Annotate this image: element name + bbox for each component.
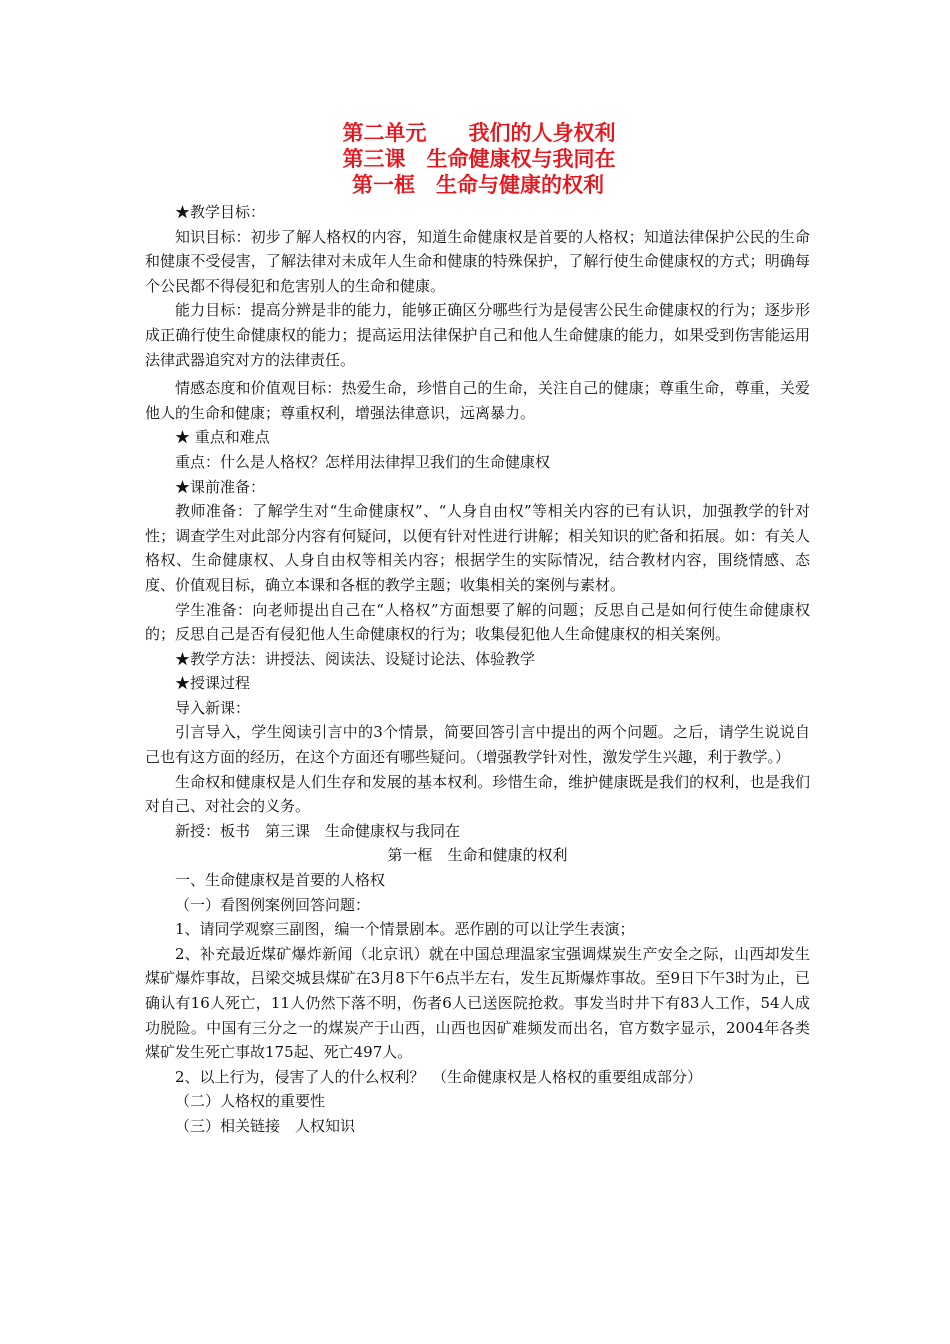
section-heading-preparation: ★课前准备： xyxy=(175,477,266,496)
paragraph-student-preparation: 学生准备：向老师提出自己在“人格权”方面想要了解的问题；反思自己是如何行使生命健康权的；反思自己是否有侵犯他人生命健康权的行为；收集侵犯他人生命健康权的相关案例。 xyxy=(145,600,810,644)
paragraph-basic-rights: 生命权和健康权是人们生存和发展的基本权利。珍惜生命，维护健康既是我们的权利，也是我们对自己、对社会的义务。 xyxy=(145,772,810,816)
section-heading-methods: ★教学方法：讲授法、阅读法、设疑讨论法、体验教学 xyxy=(175,649,536,668)
paragraph-item-1: 1、请同学观察三副图，编一个情景剧本。恶作剧的可以让学生表演； xyxy=(175,920,635,939)
heading-subsection-three: （三）相关链接 人权知识 xyxy=(175,1116,356,1135)
paragraph-question: 2、以上行为，侵害了人的什么权利？ （生命健康权是人格权的重要组成部分） xyxy=(175,1067,703,1086)
heading-section-one: 一、生命健康权是首要的人格权 xyxy=(175,871,386,890)
lesson-plan-body xyxy=(145,200,810,1139)
section-heading-objectives: ★教学目标： xyxy=(175,203,266,221)
heading-subsection-two: （二）人格权的重要性 xyxy=(175,1092,326,1111)
paragraph-attitude-objective: 情感态度和价值观目标：热爱生命，珍惜自己的生命，关注自己的健康；尊重生命，尊重，关爱他人的生命和健康；尊重权利，增强法律意识，远离暴力。 xyxy=(145,379,810,422)
heading-subsection-one: （一）看图例案例回答问题： xyxy=(175,895,371,914)
paragraph-new-lesson: 新授：板书 第三课 生命健康权与我同在 xyxy=(175,821,461,840)
paragraph-teacher-preparation: 教师准备：了解学生对“生命健康权”、“人身自由权”等相关内容的已有认识，加强教学的针对性；调查学生对此部分内容有何疑问，以便有针对性进行讲解；相关知识的贮备和拓展。如：有关人格权、生命健康权、人身自由权等相关内容；根据学生的实际情况，结合教材内容，围绕情感、态度、价值观目标，确立本课和各框的教学主题；收集相关的案例与素材。 xyxy=(145,502,810,594)
section-heading-process: ★授课过程 xyxy=(175,674,251,693)
paragraph-introduction: 引言导入，学生阅读引言中的3个情景，简要回答引言中提出的两个问题。之后，请学生说说自己也有这方面的经历，在这个方面还有哪些疑问。（增强教学针对性，激发学生兴趣，利于教学。） xyxy=(145,723,810,767)
paragraph-introduction-label: 导入新课： xyxy=(175,698,251,717)
unit-title: 第二单元 我们的人身权利 xyxy=(342,121,616,145)
lesson-title: 第三课 生命健康权与我同在 xyxy=(342,147,616,171)
paragraph-ability-objective: 能力目标：提高分辨是非的能力，能够正确区分哪些行为是侵害公民生命健康权的行为；逐步形成正确行使生命健康权的能力；提高运用法律保护自己和他人生命健康的能力，如果受到伤害能运用法律武器追究对方的法律责任。 xyxy=(145,301,810,369)
paragraph-knowledge-objective: 知识目标：初步了解人格权的内容，知道生命健康权是首要的人格权；知道法律保护公民的生命和健康不受侵害，了解法律对未成年人生命和健康的特殊保护，了解行使生命健康权的方式；明确每个公民都不得侵犯和危害别人的生命和健康。 xyxy=(145,227,810,295)
paragraph-frame-heading: 第一框 生命和健康的权利 xyxy=(387,846,568,865)
frame-title: 第一框 生命与健康的权利 xyxy=(352,173,604,197)
section-heading-key-points: ★ 重点和难点 xyxy=(175,428,270,447)
paragraph-key-point: 重点：什么是人格权？怎样用法律捍卫我们的生命健康权 xyxy=(175,452,551,471)
paragraph-item-2-news: 2、补充最近煤矿爆炸新闻（北京讯）就在中国总理温家宝强调煤炭生产安全之际，山西却发生煤矿爆炸事故，吕梁交城县煤矿在3月8下午6点半左右，发生瓦斯爆炸事故。至9日下午3时为止，已确认有16人死亡，11人仍然下落不明，伤者6人已送医院抢救。事发当时井下有83人工作，54人成功脱险。中国有三分之一的煤炭产于山西，山西也因矿难频发而出名，官方数字显示，2004年各类煤矿发生死亡事故175起、死亡497人。 xyxy=(145,944,810,1062)
title-block xyxy=(0,120,950,198)
